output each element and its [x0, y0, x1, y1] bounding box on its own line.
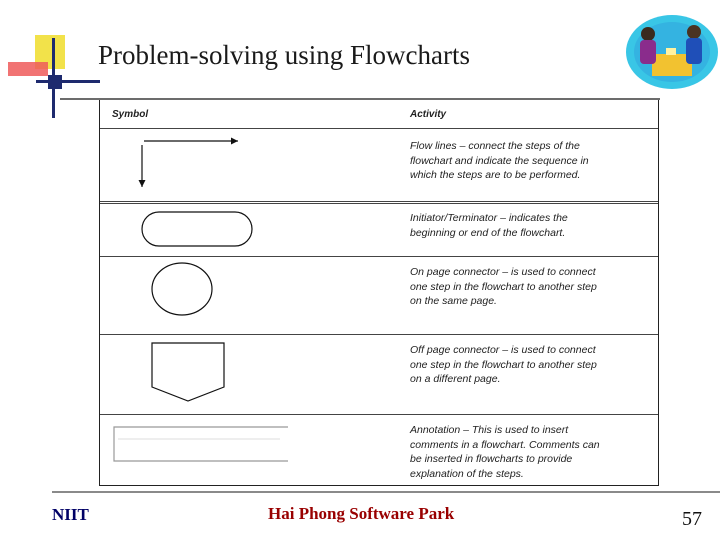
row-activity-text	[410, 343, 650, 387]
flowchart-symbols-table	[99, 100, 659, 486]
activity-line: Initiator/Terminator – indicates the	[410, 212, 568, 224]
activity-line: one step in the flowchart to another step	[410, 358, 597, 371]
activity-line: On page connector – is used to connect	[410, 266, 596, 278]
footer-organization: Hai Phong Software Park	[268, 504, 455, 523]
footer-brand: NIIT	[52, 505, 89, 524]
footer-divider	[52, 491, 720, 493]
off-page-connector-symbol-icon	[100, 335, 400, 415]
cross-blocks-decoration-icon	[0, 30, 100, 120]
row-activity-text	[410, 139, 650, 183]
activity-line: Off page connector – is used to connect	[410, 344, 596, 356]
row-activity-text	[410, 211, 650, 240]
people-meeting-clipart-icon	[622, 10, 720, 92]
header-activity: Activity	[410, 109, 447, 120]
table-header-row	[100, 100, 658, 128]
flow-lines-symbol-icon	[100, 129, 400, 202]
activity-line: explanation of the steps.	[410, 467, 524, 480]
activity-line: be inserted in flowcharts to provide	[410, 453, 573, 465]
on-page-connector-symbol-icon	[100, 257, 400, 335]
terminator-symbol-icon	[100, 204, 400, 259]
activity-line: one step in the flowchart to another step	[410, 280, 597, 293]
table-row-flow-lines	[100, 128, 658, 202]
page-number: 57	[682, 508, 702, 530]
activity-line: flowchart and indicate the sequence in	[410, 154, 589, 167]
row-activity-text	[410, 423, 650, 481]
table-row-annotation	[100, 414, 658, 485]
activity-line: beginning or end of the flowchart.	[410, 226, 566, 239]
activity-line: on a different page.	[410, 373, 501, 385]
table-row-off-page-connector	[100, 334, 658, 415]
header-symbol: Symbol	[112, 109, 149, 120]
activity-line: comments in a flowchart. Comments can	[410, 438, 600, 451]
table-row-on-page-connector	[100, 256, 658, 335]
table-row-terminator	[100, 201, 658, 259]
activity-line: which the steps are to be performed.	[410, 169, 581, 181]
activity-line: Annotation – This is used to insert	[410, 424, 569, 436]
activity-line: on the same page.	[410, 295, 497, 307]
annotation-symbol-icon	[100, 415, 400, 485]
activity-line: Flow lines – connect the steps of the	[410, 140, 580, 152]
slide-title: Problem-solving using Flowcharts	[98, 40, 470, 70]
row-activity-text	[410, 265, 650, 309]
